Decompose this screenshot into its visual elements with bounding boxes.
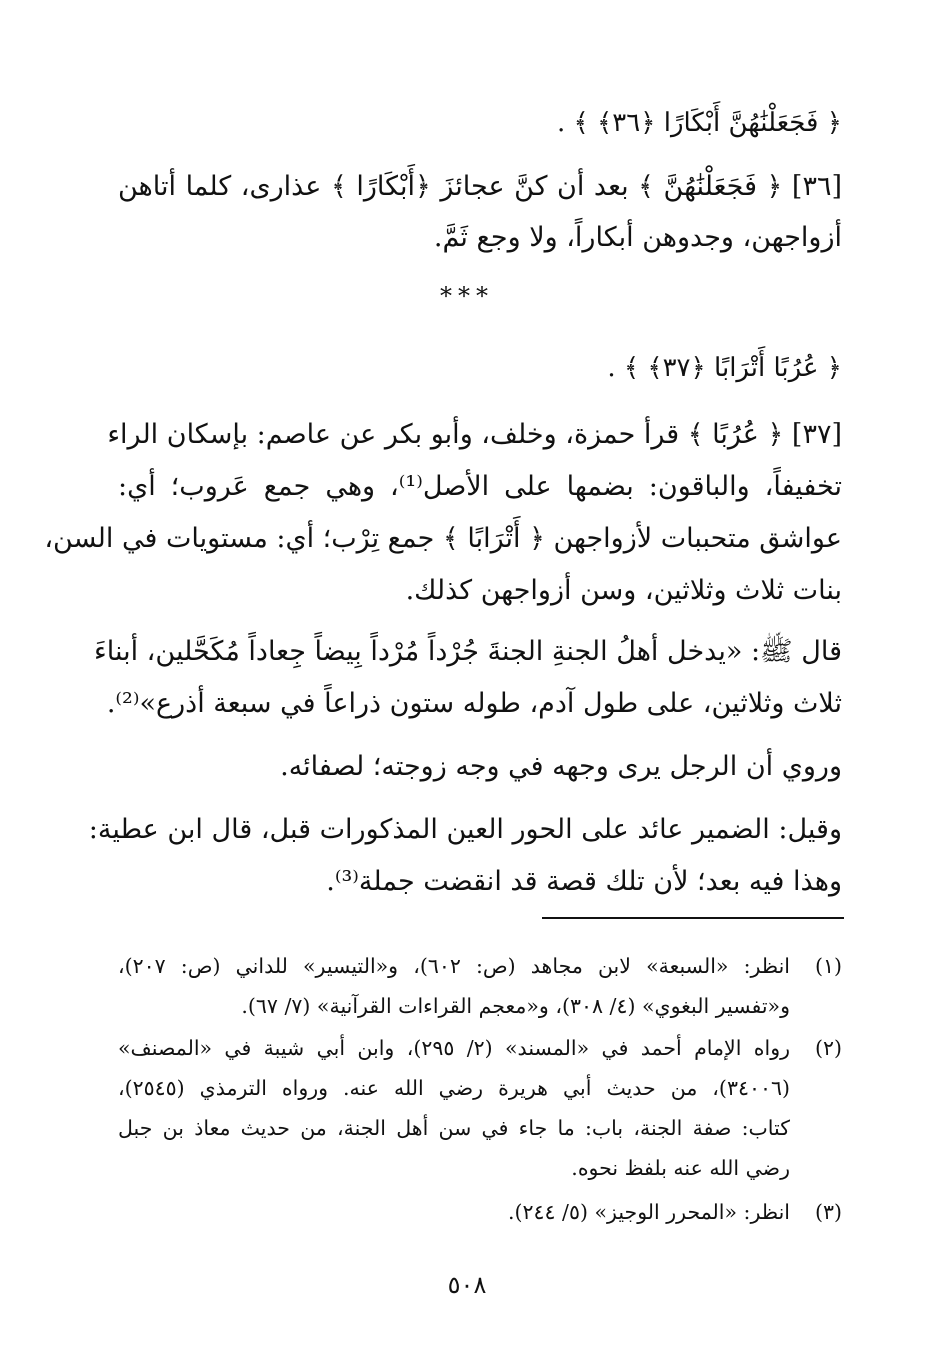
verse-37-quote: ﴿ عُرُبًا أَتْرَابًا ﴿٣٧﴾ ﴾ . [607,353,842,383]
verse-36-quote: ﴿ فَجَعَلْنَٰهُنَّ أَبْكَارًا ﴿٣٦﴾ ﴾ . [557,108,842,138]
footnote-2-line-2: (٣٤٠٠٦)، من حديث أبي هريرة رضي الله عنه. ورواه الترمذي (٢٥٤٥)، [118,1076,790,1100]
page-number: ٥٠٨ [447,1271,487,1299]
section-separator: *** [440,282,494,310]
verse-36-commentary-line-1: [٣٦] ﴿ فَجَعَلْنَٰهُنَّ ﴾ بعد أن كنَّ عجائزَ ﴿أَبْكَارًا ﴾ عذارى، كلما أتاهن [118,171,842,202]
verse-37-commentary-line-2: تخفيفاً، والباقون: بضمها على الأصل⁽¹⁾، وهي جمع عَروب؛ أي: [118,471,842,502]
footnote-1-line-2: و«تفسير البغوي» (٤/ ٣٠٨)، و«معجم القراءات القرآنية» (٧/ ٦٧). [241,994,790,1018]
verse-36-commentary-line-2: أزواجهن، وجدوهن أبكاراً، ولا وجع ثَمَّ. [433,222,842,253]
footnote-2-line-1: رواه الإمام أحمد في «المسند» (٢/ ٢٩٥)، وابن أبي شيبة في «المصنف» [118,1036,790,1060]
opinion-line-1: وقيل: الضمير عائد على الحور العين المذكورات قبل، قال ابن عطية: [88,814,842,845]
footnote-2-number: (٢) [814,1036,842,1060]
footnote-2-line-3: كتاب: صفة الجنة، باب: ما جاء في سن أهل الجنة، من حديث معاذ بن جبل [118,1116,790,1140]
footnote-3-number: (٣) [814,1200,842,1224]
narration-line: وروي أن الرجل يرى وجهه في وجه زوجته؛ لصفائه. [280,751,842,782]
verse-37-commentary-line-1: [٣٧] ﴿ عُرُبًا ﴾ قرأ حمزة، وخلف، وأبو بكر عن عاصم: بإسكان الراء [107,419,842,450]
footnote-3-line-1: انظر: «المحرر الوجيز» (٥/ ٢٤٤). [507,1200,790,1224]
footnote-2-line-4: رضي الله عنه بلفظ نحوه. [571,1156,790,1180]
hadith-line-1: قال ﷺ: «يدخل أهلُ الجنةِ الجنةَ جُرْداً مُرْداً بِيضاً جِعاداً مُكَحَّلين، أبناءَ [94,636,842,667]
footnote-1-number: (١) [814,954,842,978]
footnote-1-line-1: انظر: «السبعة» لابن مجاهد (ص: ٦٠٢)، و«التيسير» للداني (ص: ٢٠٧)، [118,954,791,978]
opinion-line-2: وهذا فيه بعد؛ لأن تلك قصة قد انقضت جملة⁽³⁾. [326,866,842,897]
verse-37-commentary-line-4: بنات ثلاث وثلاثين، وسن أزواجهن كذلك. [405,575,842,606]
hadith-line-2: ثلاث وثلاثين، على طول آدم، طوله ستون ذراعاً في سبعة أذرع»⁽²⁾. [106,688,842,719]
verse-37-commentary-line-3: عواشق متحببات لأزواجهن ﴿ أَتْرَابًا ﴾ جمع تِرْب؛ أي: مستويات في السن، [44,523,842,554]
footnote-divider [542,917,844,919]
